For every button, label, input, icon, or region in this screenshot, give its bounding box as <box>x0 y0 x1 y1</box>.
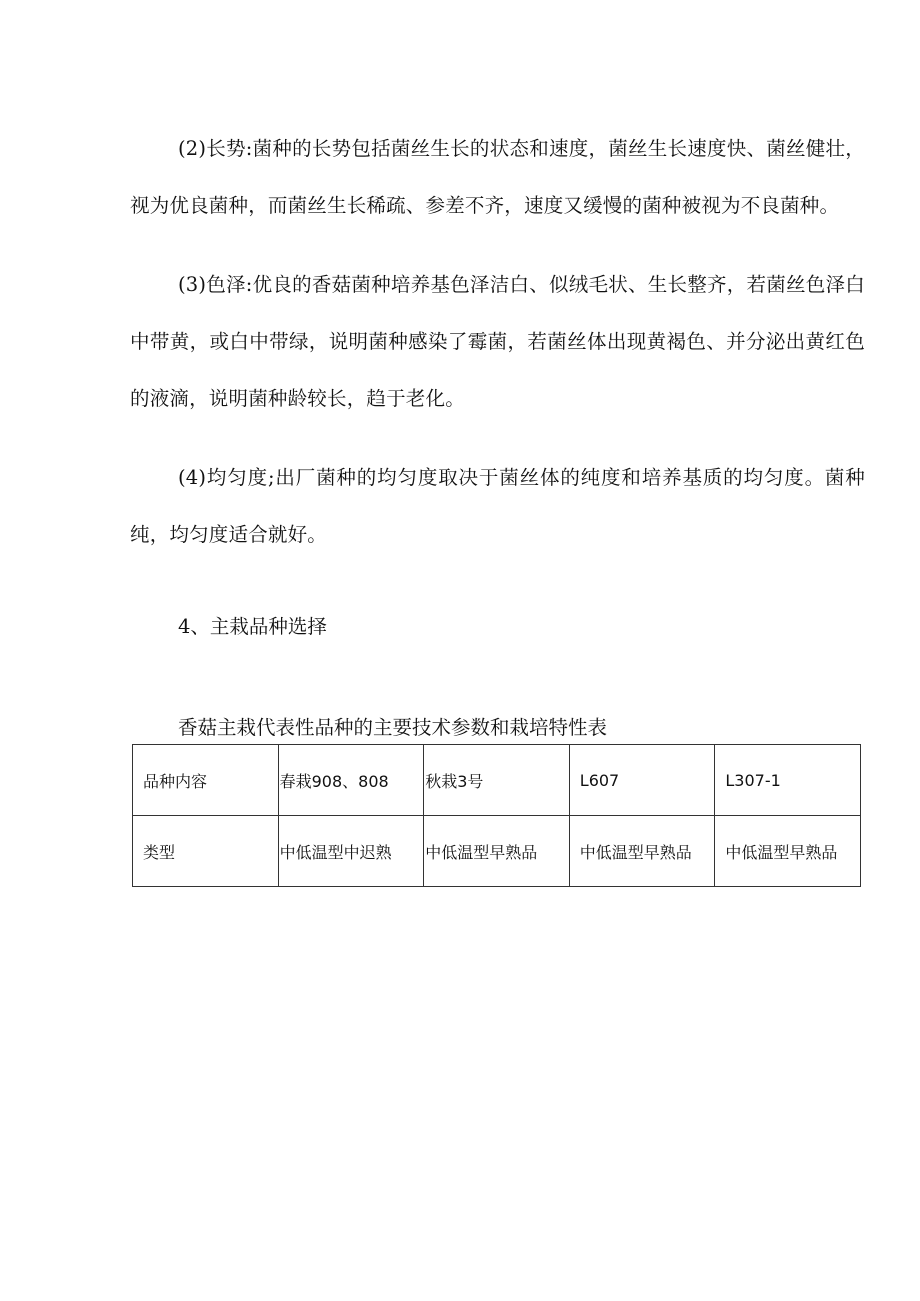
section-heading: 4、主栽品种选择 <box>178 615 327 638</box>
table-caption: 香菇主栽代表性品种的主要技术参数和栽培特性表 <box>178 716 608 739</box>
table-cell: 秋栽3号 <box>424 745 570 816</box>
table-row <box>133 816 861 887</box>
table-cell: 类型 <box>133 816 279 887</box>
paragraph-color: (3)色泽:优良的香菇菌种培养基色泽洁白、似绒毛状、生长整齐，若菌丝色泽白中带黄，或白中带绿，说明菌种感染了霉菌，若菌丝体出现黄褐色、并分泌出黄红色的液滴，说明菌种龄较长，趋于老化。 <box>130 273 865 410</box>
table-cell: 中低温型早熟品 <box>424 816 570 887</box>
paragraph-growth: (2)长势:菌种的长势包括菌丝生长的状态和速度，菌丝生长速度快、菌丝健壮，视为优良菌种，而菌丝生长稀疏、参差不齐，速度又缓慢的菌种被视为不良菌种。 <box>130 137 865 217</box>
table-cell: 中低温型中迟熟 <box>278 816 424 887</box>
table-cell: 春栽908、808 <box>278 745 424 816</box>
table-cell: L307-1 <box>715 745 861 816</box>
table-row <box>133 745 861 816</box>
table-cell: 品种内容 <box>133 745 279 816</box>
table-cell: L607 <box>569 745 715 816</box>
table-cell: 中低温型早熟品 <box>715 816 861 887</box>
table-cell: 中低温型早熟品 <box>569 816 715 887</box>
paragraph-uniformity: (4)均匀度;出厂菌种的均匀度取决于菌丝体的纯度和培养基质的均匀度。菌种纯，均匀度适合就好。 <box>130 466 865 546</box>
variety-parameters-table <box>132 744 861 887</box>
